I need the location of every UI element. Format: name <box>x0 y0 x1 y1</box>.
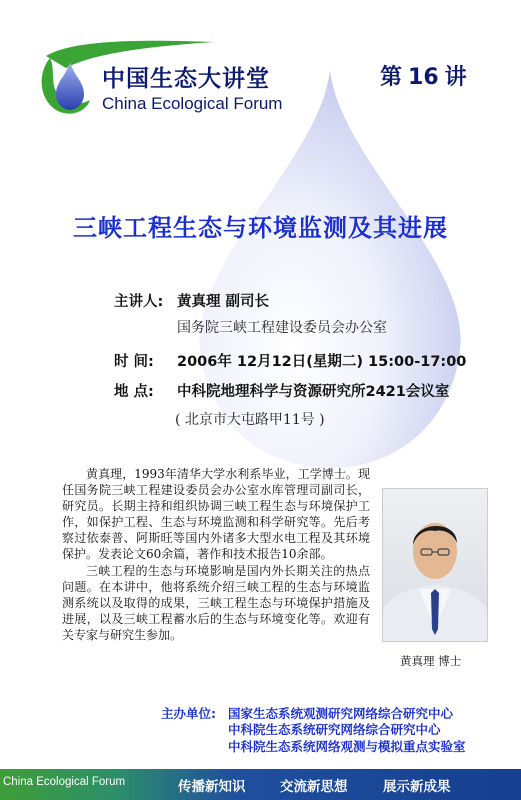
time-value: 2006年 12月12日(星期二) 15:00-17:00 <box>177 354 467 370</box>
footer-forum-name: China Ecological Forum <box>3 776 126 788</box>
logo-chinese-title: 中国生态大讲堂 <box>102 66 270 92</box>
place-value: 中科院地理科学与资源研究所2421会议室 <box>177 384 450 400</box>
organizer-item: 国家生态系统观测研究网络综合研究中心 <box>228 706 454 721</box>
time-label: 时 间: <box>114 354 154 370</box>
issue-suffix: 讲 <box>444 65 467 90</box>
footer-slogan: 交流新思想 <box>280 779 348 795</box>
logo-english-title: China Ecological Forum <box>102 94 283 113</box>
organizer-item: 中科院生态系统网络观测与模拟重点实验室 <box>228 739 466 754</box>
bio-paragraph: 黄真理，1993年清华大学水利系毕业，工学博士。现任国务院三峡工程建设委员会办公室水库管理司副司长，研究员。长期主持和组织协调三峡工程生态与环境保护工作，如保护工程、生态与环境监测和科学研究等。先后考察过依泰普、阿斯旺等国内外诸多大型水电工程及其环境保护。发表论文60余篇，著作和技术报告10余部。 <box>62 467 370 562</box>
speaker-name: 黄真理 副司长 <box>177 294 270 310</box>
speaker-portrait-icon <box>383 489 487 641</box>
organizers-label: 主办单位: <box>161 706 216 721</box>
lecture-title: 三峡工程生态与环境监测及其进展 <box>73 214 448 242</box>
footer-slogan: 展示新成果 <box>383 779 451 795</box>
photo-caption: 黄真理 博士 <box>400 654 462 668</box>
organizer-item: 中科院生态系统研究网络综合研究中心 <box>228 722 441 737</box>
speaker-affiliation: 国务院三峡工程建设委员会办公室 <box>177 320 387 336</box>
place-address: ( 北京市大屯路甲11号 ) <box>175 412 325 428</box>
footer-slogan: 传播新知识 <box>178 779 246 795</box>
bio-paragraph: 三峡工程的生态与环境影响是国内外长期关注的热点问题。在本讲中，他将系统介绍三峡工程的生态与环境监测系统以及取得的成果，三峡工程生态与环境保护措施及进展，以及三峡工程蓄水后的生态与环境变化等。欢迎有关专家与研究生参加。 <box>62 563 370 642</box>
issue-number-value: 16 <box>408 65 439 90</box>
speaker-label: 主讲人: <box>114 294 164 310</box>
place-label: 地 点: <box>114 384 154 400</box>
issue-number <box>380 60 467 91</box>
issue-prefix: 第 <box>380 65 403 90</box>
speaker-photo <box>382 488 488 642</box>
speaker-bio <box>62 466 370 643</box>
